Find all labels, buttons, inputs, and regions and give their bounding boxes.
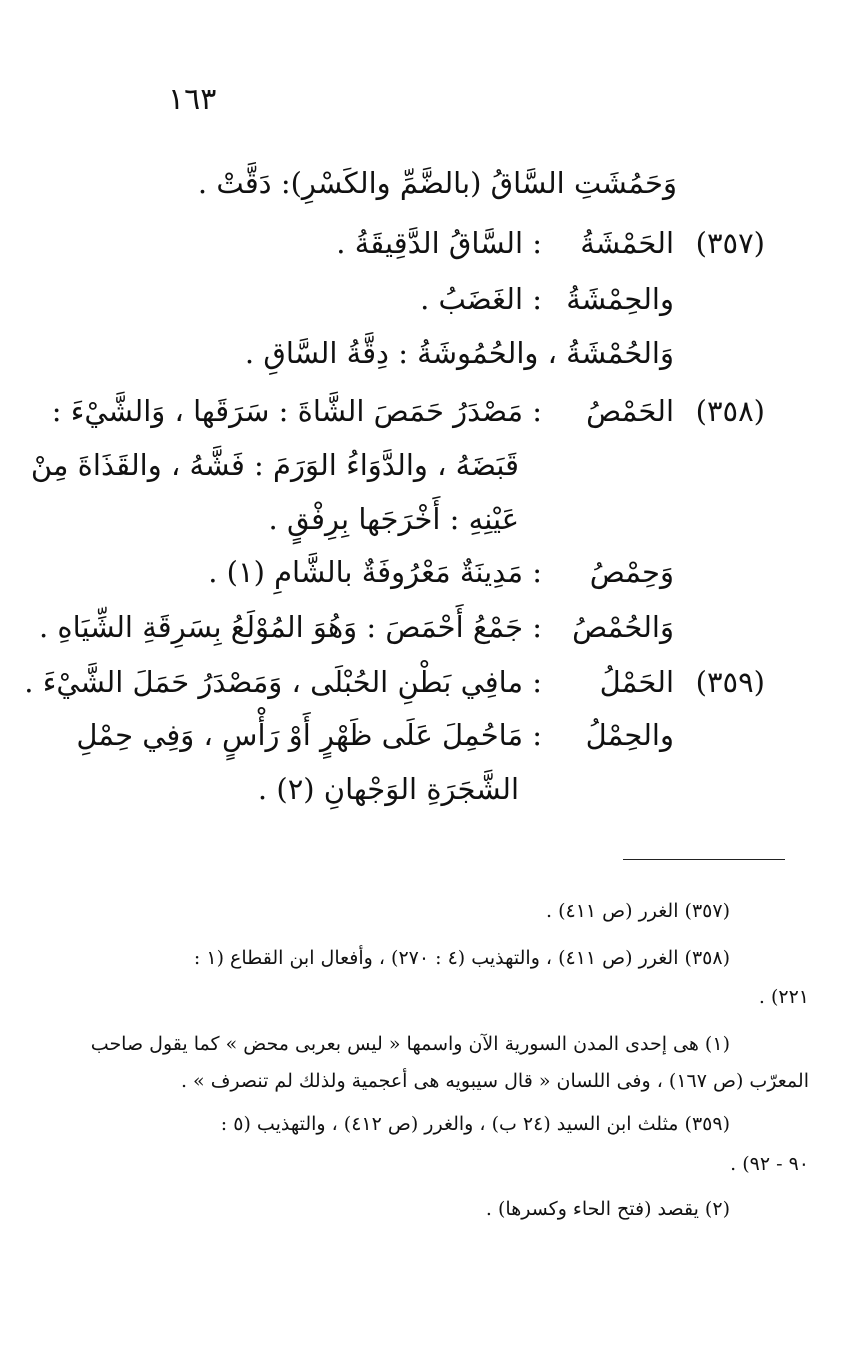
- headword-hamsha: الحَمْشَةُ: [580, 226, 674, 260]
- footnote-1-line-1: (١) هى إحدى المدن السورية الآن واسمها « ليس بعربى محض » كما يقول صاحب: [90, 1033, 730, 1055]
- entry-humsha-line: وَالحُمْشَةُ ، والحُمُوشَةُ : دِقَّةُ السَّاقِ .: [244, 336, 674, 370]
- headword-himl: والحِمْلُ: [585, 718, 674, 752]
- headword-himsha: والحِمْشَةُ: [566, 282, 674, 316]
- definition-himl-line-2: الشَّجَرَةِ الوَجْهانِ (٢) .: [257, 772, 519, 806]
- intro-line: وَحَمُشَتِ السَّاقُ (بالضَّمِّ والكَسْرِ): دَقَّتْ .: [197, 166, 677, 200]
- footnote-separator: [623, 859, 785, 860]
- footnote-359-line-2: ٩٠ - ٩٢) .: [730, 1153, 809, 1175]
- definition-himl-line-1: : مَاحُمِلَ عَلَى ظَهْرٍ أَوْ رَأْسٍ ، وَفِي حِمْلِ: [76, 718, 542, 752]
- definition-hims: : مَدِينَةٌ مَعْرُوفَةٌ بالشَّامِ (١) .: [208, 555, 542, 589]
- definition-hamsha: : السَّاقُ الدَّقِيقَةُ .: [336, 226, 542, 260]
- headword-hums: وَالحُمْصُ: [572, 610, 674, 644]
- definition-hums: : جَمْعُ أَحْمَصَ : وَهُوَ المُوْلَعُ بِسَرِقَةِ الشِّيَاهِ .: [39, 610, 542, 644]
- footnote-357: (٣٥٧) الغرر (ص ٤١١) .: [546, 900, 730, 922]
- headword-haml: الحَمْلُ: [599, 665, 674, 699]
- headword-hims: وَحِمْصُ: [589, 555, 674, 589]
- definition-himsha: : الغَضَبُ .: [420, 282, 542, 316]
- definition-haml: : مافِي بَطْنِ الحُبْلَى ، وَمَصْدَرُ حَمَلَ الشَّيْءَ .: [24, 665, 542, 699]
- definition-hams-line-1: : مَصْدَرُ حَمَصَ الشَّاةَ : سَرَقَها ، وَالشَّيْءَ :: [51, 394, 542, 428]
- headword-hams: الحَمْصُ: [586, 394, 674, 428]
- definition-hams-line-3: عَيْنِهِ : أَخْرَجَها بِرِفْقٍ .: [268, 502, 519, 536]
- footnote-358-line-1: (٣٥٨) الغرر (ص ٤١١) ، والتهذيب (٤ : ٢٧٠) ، وأفعال ابن القطاع (١ :: [193, 947, 730, 969]
- footnote-358-line-2: ٢٢١) .: [758, 986, 809, 1008]
- footnote-2: (٢) يقصد (فتح الحاء وكسرها) .: [485, 1198, 730, 1220]
- entry-number-359: (٣٥٩): [695, 665, 765, 699]
- entry-number-357: (٣٥٧): [695, 226, 765, 260]
- footnote-359-line-1: (٣٥٩) مثلث ابن السيد (٢٤ ب) ، والغرر (ص ٤١٢) ، والتهذيب (٥ :: [220, 1113, 730, 1135]
- page-number: ١٦٣: [168, 82, 217, 117]
- entry-number-358: (٣٥٨): [695, 394, 765, 428]
- footnote-1-line-2: المعرّب (ص ١٦٧) ، وفى اللسان « قال سيبويه هى أعجمية ولذلك لم تنصرف » .: [180, 1070, 809, 1092]
- definition-hams-line-2: قَبَضَهُ ، والدَّوَاءُ الوَرَمَ : فَشَّهُ ، والقَذَاةَ مِنْ: [30, 448, 519, 482]
